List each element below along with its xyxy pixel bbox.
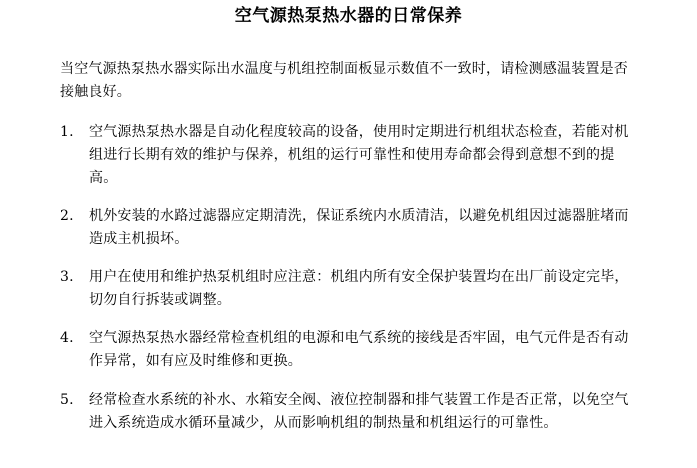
document-title: 空气源热泵热水器的日常保养 (234, 6, 463, 26)
list-item-text: 用户在使用和维护热泵机组时应注意：机组内所有安全保护装置均在出厂前设定完毕，切勿自行拆装或调整。 (89, 269, 629, 308)
list-item-5 (60, 389, 632, 435)
intro-paragraph: 当空气源热泵热水器实际出水温度与机组控制面板显示数值不一致时，请检测感温装置是否接触良好。 (60, 61, 628, 100)
list-item-number: 3. (60, 269, 74, 285)
list-item-number: 1. (60, 124, 74, 140)
list-item-text: 空气源热泵热水器是自动化程度较高的设备，使用时定期进行机组状态检查，若能对机组进行长期有效的维护与保养，机组的运行可靠性和使用寿命都会得到意想不到的提高。 (89, 124, 629, 186)
list-item-number: 5. (60, 392, 74, 408)
list-item-text: 机外安装的水路过滤器应定期清洗，保证系统内水质清洁，以避免机组因过滤器脏堵而造成主机损坏。 (89, 208, 629, 247)
list-item-number: 2. (60, 208, 74, 224)
list-item-text: 空气源热泵热水器经常检查机组的电源和电气系统的接线是否牢固，电气元件是否有动作异常，如有应及时维修和更换。 (89, 330, 629, 369)
list-item-text: 经常检查水系统的补水、水箱安全阀、液位控制器和排气装置工作是否正常，以免空气进入系统造成水循环量减少，从而影响机组的制热量和机组运行的可靠性。 (89, 392, 629, 431)
list-item-3 (60, 266, 632, 312)
list-item-4 (60, 327, 632, 373)
list-item-number: 4. (60, 330, 74, 346)
list-item-2 (60, 205, 632, 251)
list-item-1 (60, 121, 632, 190)
